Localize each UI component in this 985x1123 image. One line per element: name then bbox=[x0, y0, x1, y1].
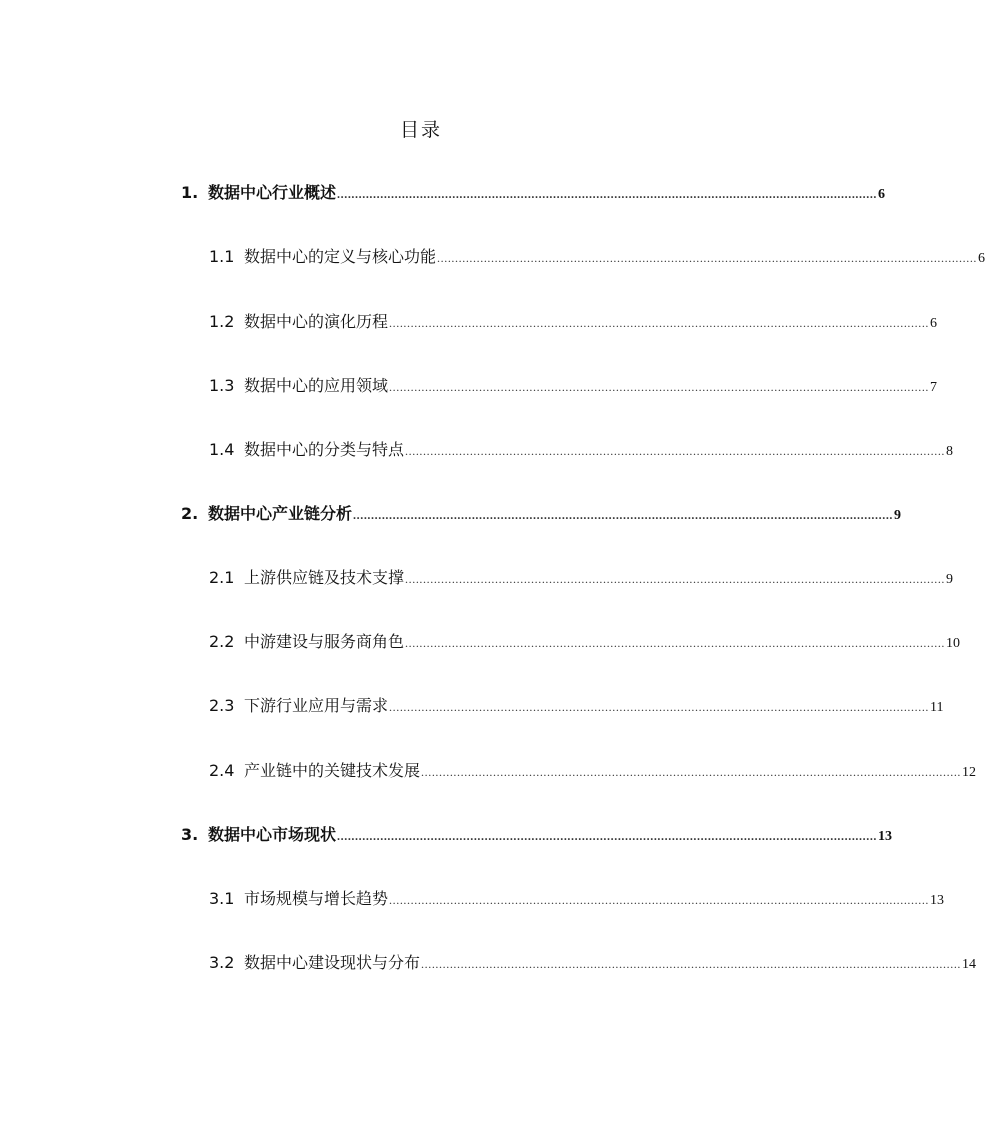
toc-entry-1[interactable] bbox=[181, 183, 886, 203]
toc-entry-number: 3.2 bbox=[209, 953, 235, 972]
toc-entry-title: 数据中心的定义与核心功能 bbox=[244, 247, 437, 266]
dot-leader: ...................................................................................................................................................... bbox=[405, 444, 946, 458]
toc-entry-page: 9 bbox=[894, 508, 902, 523]
toc-entry-page: 9 bbox=[946, 572, 954, 587]
toc-entry-page: 13 bbox=[930, 893, 945, 908]
toc-entry-2-2[interactable] bbox=[209, 632, 961, 652]
dot-leader: ...................................................................................................................................................... bbox=[337, 187, 878, 201]
dot-leader: ...................................................................................................................................................... bbox=[405, 636, 946, 650]
toc-entry-2-4[interactable] bbox=[209, 761, 977, 781]
toc-entry-title: 数据中心产业链分析 bbox=[208, 504, 353, 523]
dot-leader: ...................................................................................................................................................... bbox=[337, 829, 878, 843]
toc-entry-page: 6 bbox=[978, 251, 985, 266]
toc-entry-page: 7 bbox=[930, 380, 938, 395]
page-title: 目录 bbox=[399, 119, 442, 141]
dot-leader: ...................................................................................................................................................... bbox=[353, 508, 894, 522]
toc-entry-1-4[interactable] bbox=[209, 440, 954, 460]
toc-entry-title: 市场规模与增长趋势 bbox=[244, 889, 389, 908]
toc-entry-1-3[interactable] bbox=[209, 376, 938, 396]
toc-entry-2-1[interactable] bbox=[209, 568, 954, 588]
toc-entry-title: 数据中心建设现状与分布 bbox=[244, 953, 421, 972]
toc-entry-page: 11 bbox=[930, 700, 944, 715]
toc-entry-page: 8 bbox=[946, 444, 954, 459]
toc-entry-2[interactable] bbox=[181, 504, 902, 524]
dot-leader: ...................................................................................................................................................... bbox=[437, 251, 978, 265]
toc-entry-number: 2.2 bbox=[209, 632, 235, 651]
toc-entry-number: 1.2 bbox=[209, 312, 235, 331]
toc-entry-title: 下游行业应用与需求 bbox=[244, 696, 389, 715]
toc-entry-1-1[interactable] bbox=[209, 247, 985, 267]
toc-entry-number: 2.1 bbox=[209, 568, 235, 587]
toc-entry-title: 数据中心的分类与特点 bbox=[244, 440, 405, 459]
toc-entry-number: 2. bbox=[181, 504, 199, 523]
dot-leader: ...................................................................................................................................................... bbox=[389, 380, 930, 394]
dot-leader: ...................................................................................................................................................... bbox=[421, 765, 962, 779]
toc-entry-page: 10 bbox=[946, 636, 961, 651]
toc-entry-title: 数据中心的演化历程 bbox=[244, 312, 389, 331]
toc-entry-3-2[interactable] bbox=[209, 953, 977, 973]
toc-entry-title: 数据中心行业概述 bbox=[208, 183, 337, 202]
toc-entry-number: 3.1 bbox=[209, 889, 235, 908]
toc-entry-number: 3. bbox=[181, 825, 199, 844]
dot-leader: ...................................................................................................................................................... bbox=[389, 700, 930, 714]
dot-leader: ...................................................................................................................................................... bbox=[389, 316, 930, 330]
toc-entry-page: 13 bbox=[878, 829, 893, 844]
toc-entry-title: 上游供应链及技术支撑 bbox=[244, 568, 405, 587]
toc-entry-number: 1. bbox=[181, 183, 199, 202]
toc-entry-number: 2.4 bbox=[209, 761, 235, 780]
dot-leader: ...................................................................................................................................................... bbox=[421, 957, 962, 971]
dot-leader: ...................................................................................................................................................... bbox=[389, 893, 930, 907]
toc-entry-title: 中游建设与服务商角色 bbox=[244, 632, 405, 651]
toc-entry-2-3[interactable] bbox=[209, 696, 944, 716]
toc-entry-title: 产业链中的关键技术发展 bbox=[244, 761, 421, 780]
toc-entry-3-1[interactable] bbox=[209, 889, 945, 909]
toc-entry-number: 1.4 bbox=[209, 440, 235, 459]
toc-entry-3[interactable] bbox=[181, 825, 893, 845]
toc-entry-number: 1.1 bbox=[209, 247, 235, 266]
toc-entry-page: 12 bbox=[962, 765, 977, 780]
dot-leader: ...................................................................................................................................................... bbox=[405, 572, 946, 586]
toc-entry-title: 数据中心市场现状 bbox=[208, 825, 337, 844]
toc-entry-page: 6 bbox=[878, 187, 886, 202]
toc-entry-number: 1.3 bbox=[209, 376, 235, 395]
toc-entry-title: 数据中心的应用领域 bbox=[244, 376, 389, 395]
toc-entry-1-2[interactable] bbox=[209, 312, 938, 332]
toc-entry-number: 2.3 bbox=[209, 696, 235, 715]
toc-entry-page: 6 bbox=[930, 316, 938, 331]
toc-entry-page: 14 bbox=[962, 957, 977, 972]
